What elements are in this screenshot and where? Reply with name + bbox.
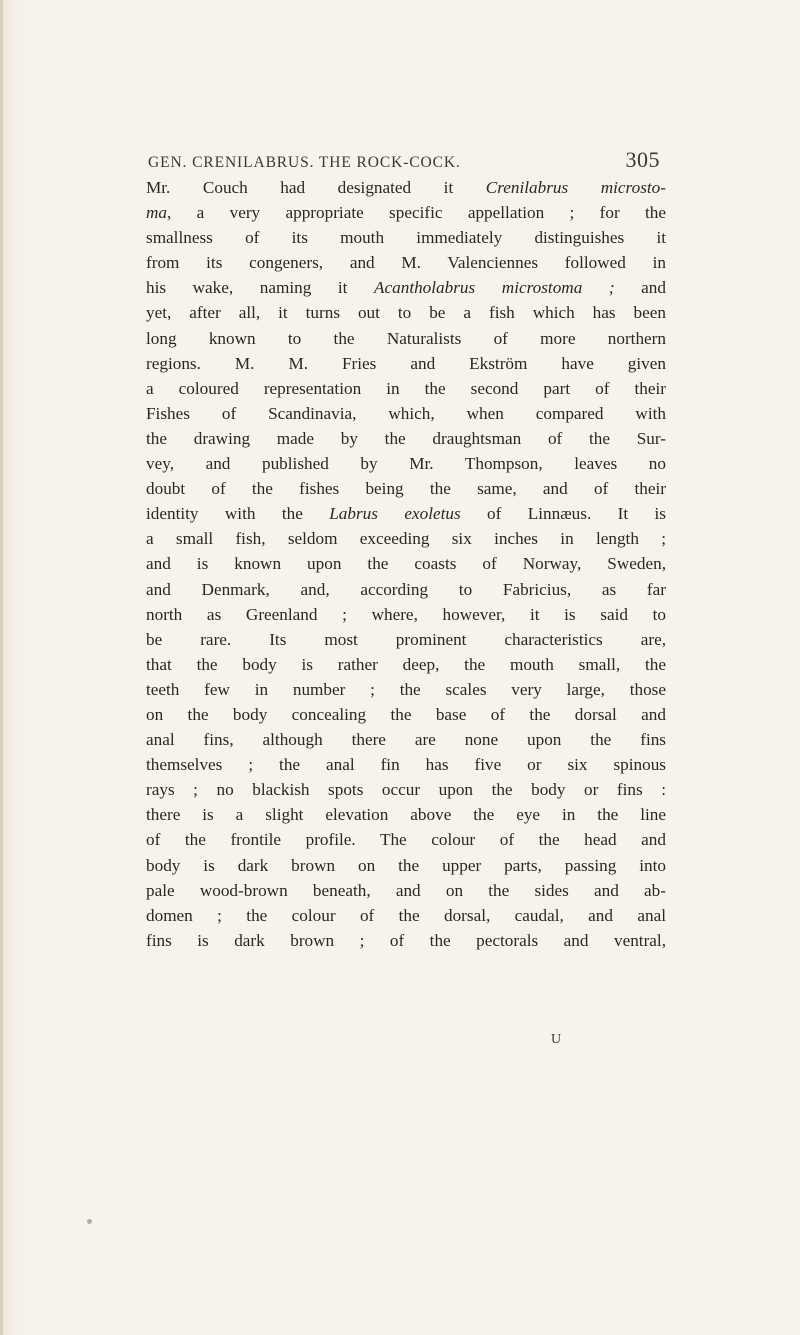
running-header (148, 147, 660, 175)
text-segment: long known to the Naturalists of more northern (146, 328, 666, 348)
text-segment: a small fish, seldom exceeding six inches in length ; (146, 529, 666, 549)
text-line (146, 225, 666, 250)
text-segment: Fishes of Scandinavia, which, when compared with (146, 403, 666, 423)
text-segment: north as Greenland ; where, however, it is said to (146, 604, 666, 624)
text-segment: doubt of the fishes being the same, and of their (146, 479, 666, 499)
text-line (146, 677, 666, 702)
text-line (146, 426, 666, 451)
text-segment: regions. M. M. Fries and Ekström have given (146, 353, 666, 373)
text-line (146, 551, 666, 576)
text-line (146, 326, 666, 351)
text-segment: of Linnæus. It is (460, 504, 666, 524)
text-line (146, 501, 666, 526)
text-line (146, 476, 666, 501)
text-line (146, 702, 666, 727)
text-line (146, 727, 666, 752)
paper-speck (87, 1219, 92, 1224)
text-line (146, 903, 666, 928)
text-segment: smallness of its mouth immediately distinguishes it (146, 228, 666, 248)
text-segment: the drawing made by the draughtsman of the Sur- (146, 428, 666, 448)
text-segment: themselves ; the anal fin has five or six spinous (146, 755, 666, 775)
text-line (146, 250, 666, 275)
page-gutter-edge (0, 0, 3, 1335)
text-segment: yet, after all, it turns out to be a fish which has been (146, 303, 666, 323)
text-line (146, 577, 666, 602)
text-line (146, 451, 666, 476)
running-title: GEN. CRENILABRUS. THE ROCK-COCK. (148, 154, 461, 171)
text-line (146, 652, 666, 677)
text-line (146, 300, 666, 325)
body-paragraph (146, 175, 666, 953)
text-line (146, 928, 666, 953)
text-segment: from its congeners, and M. Valenciennes followed in (146, 253, 666, 273)
text-segment: domen ; the colour of the dorsal, caudal, and anal (146, 905, 666, 925)
text-segment: his wake, naming it (146, 278, 374, 298)
text-segment: and Denmark, and, according to Fabricius, as far (146, 579, 666, 599)
text-line (146, 853, 666, 878)
text-line (146, 376, 666, 401)
page-number: 305 (625, 147, 660, 172)
text-segment: and (614, 278, 666, 298)
signature-mark: U (551, 1032, 562, 1047)
italic-taxon-name: Crenilabrus microsto- (485, 178, 666, 197)
text-line (146, 275, 666, 300)
text-segment: on the body concealing the base of the dorsal and (146, 704, 666, 724)
text-line (146, 200, 666, 225)
text-line (146, 827, 666, 852)
text-segment: be rare. Its most prominent characteristics are, (146, 629, 666, 649)
text-segment: of the frontile profile. The colour of the head and (146, 830, 666, 850)
text-line (146, 627, 666, 652)
italic-taxon-name: Acantholabrus microstoma ; (374, 278, 615, 298)
italic-taxon-name: ma (146, 203, 168, 223)
text-segment: identity with the (146, 504, 330, 524)
text-line (146, 401, 666, 426)
text-line (146, 351, 666, 376)
text-segment: rays ; no blackish spots occur upon the body or fins : (146, 780, 666, 800)
text-segment: that the body is rather deep, the mouth small, the (146, 654, 666, 674)
text-segment: teeth few in number ; the scales very large, those (146, 679, 666, 699)
text-line (146, 526, 666, 551)
text-line (146, 602, 666, 627)
text-segment: anal fins, although there are none upon the fins (146, 730, 666, 750)
text-line (146, 878, 666, 903)
text-segment: fins is dark brown ; of the pectorals and ventral, (146, 930, 666, 950)
text-line (146, 175, 666, 200)
text-segment: pale wood-brown beneath, and on the sides and ab- (146, 880, 666, 900)
text-segment: vey, and published by Mr. Thompson, leaves no (146, 454, 666, 474)
text-segment: and is known upon the coasts of Norway, Sweden, (146, 554, 666, 574)
text-segment: a coloured representation in the second part of their (146, 378, 666, 398)
text-segment: Mr. Couch had designated it (146, 178, 486, 197)
text-line (146, 777, 666, 802)
text-segment: , a very appropriate specific appellation ; for the (167, 203, 666, 223)
italic-taxon-name: Labrus exoletus (329, 504, 461, 524)
text-line (146, 802, 666, 827)
text-segment: body is dark brown on the upper parts, passing into (146, 855, 666, 875)
text-segment: there is a slight elevation above the eye in the line (146, 805, 666, 825)
text-line (146, 752, 666, 777)
